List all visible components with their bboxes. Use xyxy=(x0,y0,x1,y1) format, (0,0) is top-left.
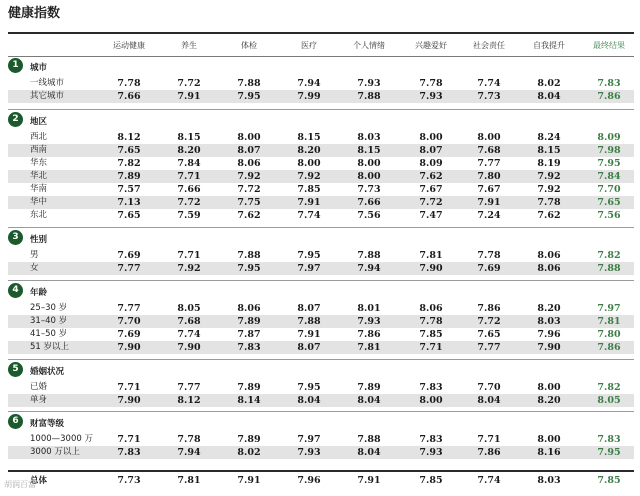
score-cell: 8.00 xyxy=(537,382,561,393)
score-cell: 7.90 xyxy=(117,395,141,406)
total-cell: 8.03 xyxy=(537,475,561,486)
score-cell: 7.88 xyxy=(357,250,381,261)
row-label: 西北 xyxy=(30,132,48,142)
score-cell: 7.88 xyxy=(237,250,261,261)
score-cell: 7.77 xyxy=(477,342,501,353)
score-cell: 8.04 xyxy=(477,395,501,406)
score-cell: 8.07 xyxy=(297,342,321,353)
row-label: 单身 xyxy=(30,395,48,405)
table-row xyxy=(8,394,634,407)
final-score-cell: 7.98 xyxy=(597,145,621,156)
score-cell: 8.20 xyxy=(537,395,561,406)
score-cell: 7.67 xyxy=(477,184,501,195)
score-cell: 7.66 xyxy=(357,197,381,208)
score-cell: 7.93 xyxy=(297,447,321,458)
score-cell: 7.95 xyxy=(297,250,321,261)
score-cell: 7.62 xyxy=(419,171,443,182)
column-header: 社会责任 xyxy=(473,41,505,50)
final-score-cell: 7.86 xyxy=(597,91,621,102)
score-cell: 7.92 xyxy=(537,171,561,182)
score-cell: 8.06 xyxy=(537,250,561,261)
score-cell: 8.19 xyxy=(537,158,561,169)
score-cell: 7.89 xyxy=(237,434,261,445)
score-cell: 7.70 xyxy=(117,316,141,327)
total-cell: 7.91 xyxy=(237,475,261,486)
score-cell: 7.93 xyxy=(357,78,381,89)
final-score-cell: 7.83 xyxy=(597,434,621,445)
row-label: 已婚 xyxy=(30,382,48,392)
score-cell: 7.78 xyxy=(477,250,501,261)
score-cell: 8.00 xyxy=(357,171,381,182)
score-cell: 7.74 xyxy=(297,210,321,221)
score-cell: 8.20 xyxy=(297,145,321,156)
group-number-badge: 4 xyxy=(8,283,23,298)
total-rule xyxy=(8,470,634,472)
group-separator xyxy=(8,359,634,360)
score-cell: 7.89 xyxy=(117,171,141,182)
column-header: 自我提升 xyxy=(533,41,565,50)
score-cell: 8.16 xyxy=(537,447,561,458)
score-cell: 8.00 xyxy=(357,158,381,169)
page-title: 健康指数 xyxy=(8,6,61,21)
table-row xyxy=(8,209,634,222)
final-score-cell: 7.84 xyxy=(597,171,621,182)
score-cell: 8.07 xyxy=(419,145,443,156)
column-header: 个人情绪 xyxy=(353,41,385,50)
score-cell: 7.62 xyxy=(537,210,561,221)
score-cell: 7.78 xyxy=(537,197,561,208)
score-cell: 7.95 xyxy=(297,382,321,393)
group-title: 年龄 xyxy=(30,288,48,298)
final-score-cell: 7.81 xyxy=(597,316,621,327)
group-separator xyxy=(8,280,634,281)
score-cell: 7.90 xyxy=(117,342,141,353)
final-score-cell: 7.86 xyxy=(597,342,621,353)
score-cell: 7.92 xyxy=(177,263,201,274)
score-cell: 7.71 xyxy=(477,434,501,445)
row-label: 华南 xyxy=(30,184,48,194)
score-cell: 7.88 xyxy=(237,78,261,89)
score-cell: 7.56 xyxy=(357,210,381,221)
score-cell: 7.24 xyxy=(477,210,501,221)
score-cell: 8.15 xyxy=(297,132,321,143)
score-cell: 7.89 xyxy=(357,382,381,393)
score-cell: 7.94 xyxy=(297,78,321,89)
score-cell: 8.20 xyxy=(177,145,201,156)
total-cell: 7.81 xyxy=(177,475,201,486)
header-rule xyxy=(8,56,634,57)
score-cell: 8.15 xyxy=(177,132,201,143)
score-cell: 8.14 xyxy=(237,395,261,406)
score-cell: 7.88 xyxy=(357,91,381,102)
group-number-badge: 5 xyxy=(8,362,23,377)
score-cell: 7.90 xyxy=(419,263,443,274)
score-cell: 7.77 xyxy=(477,158,501,169)
score-cell: 7.47 xyxy=(419,210,443,221)
score-cell: 7.92 xyxy=(237,171,261,182)
score-cell: 7.71 xyxy=(117,382,141,393)
top-rule xyxy=(8,32,634,34)
score-cell: 7.85 xyxy=(297,184,321,195)
table-row xyxy=(8,328,634,341)
row-label: 1000—3000 万 xyxy=(30,434,93,444)
score-cell: 8.06 xyxy=(237,158,261,169)
score-cell: 7.97 xyxy=(297,434,321,445)
score-cell: 8.24 xyxy=(537,132,561,143)
table-row xyxy=(8,446,634,459)
score-cell: 8.07 xyxy=(237,145,261,156)
table-row xyxy=(8,90,634,103)
watermark: 胡润百富 xyxy=(4,480,36,489)
score-cell: 8.03 xyxy=(537,316,561,327)
score-cell: 8.00 xyxy=(419,395,443,406)
score-cell: 8.06 xyxy=(537,263,561,274)
final-score-cell: 7.83 xyxy=(597,78,621,89)
score-cell: 8.00 xyxy=(477,132,501,143)
column-header-final: 最终结果 xyxy=(593,41,625,50)
score-cell: 7.92 xyxy=(297,171,321,182)
score-cell: 8.05 xyxy=(177,303,201,314)
score-cell: 7.91 xyxy=(177,91,201,102)
score-cell: 8.15 xyxy=(357,145,381,156)
score-cell: 7.89 xyxy=(237,382,261,393)
score-cell: 7.81 xyxy=(357,342,381,353)
score-cell: 7.67 xyxy=(419,184,443,195)
row-label: 一线城市 xyxy=(30,78,65,88)
score-cell: 7.97 xyxy=(297,263,321,274)
table-row xyxy=(8,341,634,354)
score-cell: 7.94 xyxy=(177,447,201,458)
score-cell: 7.77 xyxy=(177,382,201,393)
score-cell: 7.93 xyxy=(419,447,443,458)
score-cell: 7.82 xyxy=(117,158,141,169)
score-cell: 7.59 xyxy=(177,210,201,221)
group-separator xyxy=(8,227,634,228)
group-number-badge: 3 xyxy=(8,230,23,245)
score-cell: 7.62 xyxy=(237,210,261,221)
score-cell: 7.70 xyxy=(477,382,501,393)
score-cell: 7.83 xyxy=(419,382,443,393)
score-cell: 7.78 xyxy=(419,316,443,327)
score-cell: 7.66 xyxy=(117,91,141,102)
table-row xyxy=(8,157,634,170)
score-cell: 7.77 xyxy=(117,263,141,274)
total-cell: 7.96 xyxy=(297,475,321,486)
column-header: 兴趣爱好 xyxy=(415,41,447,50)
score-cell: 8.20 xyxy=(537,303,561,314)
total-cell: 7.91 xyxy=(357,475,381,486)
score-cell: 7.95 xyxy=(237,263,261,274)
table-row xyxy=(8,381,634,394)
score-cell: 7.72 xyxy=(177,197,201,208)
final-score-cell: 8.05 xyxy=(597,395,621,406)
group-title: 地区 xyxy=(30,117,48,127)
score-cell: 7.66 xyxy=(177,184,201,195)
column-header: 医疗 xyxy=(301,41,317,50)
score-cell: 7.77 xyxy=(117,303,141,314)
row-label: 华北 xyxy=(30,171,48,181)
score-cell: 7.13 xyxy=(117,197,141,208)
final-score-cell: 7.65 xyxy=(597,197,621,208)
score-cell: 7.90 xyxy=(537,342,561,353)
score-cell: 7.93 xyxy=(357,316,381,327)
row-label: 男 xyxy=(30,250,39,260)
score-cell: 7.78 xyxy=(117,78,141,89)
row-label: 41–50 岁 xyxy=(30,329,68,339)
total-cell: 7.85 xyxy=(419,475,443,486)
score-cell: 7.73 xyxy=(477,91,501,102)
score-cell: 8.06 xyxy=(419,303,443,314)
table-row xyxy=(8,144,634,157)
score-cell: 7.69 xyxy=(477,263,501,274)
table-row xyxy=(8,196,634,209)
score-cell: 8.00 xyxy=(237,132,261,143)
row-label: 31–40 岁 xyxy=(30,316,68,326)
score-cell: 7.72 xyxy=(237,184,261,195)
row-label: 西南 xyxy=(30,145,48,155)
total-label: 总体 xyxy=(30,476,48,486)
score-cell: 7.65 xyxy=(117,210,141,221)
group-separator xyxy=(8,411,634,412)
score-cell: 7.96 xyxy=(537,329,561,340)
final-score-cell: 7.95 xyxy=(597,158,621,169)
score-cell: 7.78 xyxy=(419,78,443,89)
score-cell: 8.02 xyxy=(537,78,561,89)
score-cell: 7.71 xyxy=(117,434,141,445)
score-cell: 7.83 xyxy=(419,434,443,445)
score-cell: 7.95 xyxy=(237,91,261,102)
group-separator xyxy=(8,109,634,110)
score-cell: 7.88 xyxy=(357,434,381,445)
score-cell: 8.12 xyxy=(177,395,201,406)
table-row xyxy=(8,302,634,315)
final-score-cell: 7.56 xyxy=(597,210,621,221)
score-cell: 7.91 xyxy=(477,197,501,208)
score-cell: 8.00 xyxy=(297,158,321,169)
total-cell: 7.73 xyxy=(117,475,141,486)
score-cell: 7.68 xyxy=(477,145,501,156)
score-cell: 7.65 xyxy=(477,329,501,340)
table-row xyxy=(8,170,634,183)
score-cell: 7.91 xyxy=(297,197,321,208)
score-cell: 7.92 xyxy=(537,184,561,195)
group-title: 城市 xyxy=(30,63,48,73)
score-cell: 8.00 xyxy=(537,434,561,445)
score-cell: 7.83 xyxy=(237,342,261,353)
score-cell: 7.81 xyxy=(419,250,443,261)
score-cell: 7.74 xyxy=(177,329,201,340)
score-cell: 8.01 xyxy=(357,303,381,314)
score-cell: 7.83 xyxy=(117,447,141,458)
column-headers xyxy=(0,40,640,54)
total-final-cell: 7.85 xyxy=(597,475,621,486)
group-title: 婚姻状况 xyxy=(30,367,65,377)
score-cell: 8.04 xyxy=(537,91,561,102)
final-score-cell: 7.70 xyxy=(597,184,621,195)
score-cell: 7.74 xyxy=(477,78,501,89)
score-cell: 8.07 xyxy=(297,303,321,314)
score-cell: 8.09 xyxy=(419,158,443,169)
score-cell: 7.71 xyxy=(177,171,201,182)
score-cell: 7.90 xyxy=(177,342,201,353)
row-label: 51 岁以上 xyxy=(30,342,70,352)
score-cell: 8.12 xyxy=(117,132,141,143)
row-label: 东北 xyxy=(30,210,48,220)
score-cell: 7.94 xyxy=(357,263,381,274)
final-score-cell: 7.80 xyxy=(597,329,621,340)
final-score-cell: 7.88 xyxy=(597,263,621,274)
table-row xyxy=(8,249,634,262)
score-cell: 8.15 xyxy=(537,145,561,156)
score-cell: 7.71 xyxy=(419,342,443,353)
score-cell: 7.75 xyxy=(237,197,261,208)
group-number-badge: 1 xyxy=(8,58,23,73)
score-cell: 7.91 xyxy=(297,329,321,340)
table-row xyxy=(8,262,634,275)
score-cell: 7.80 xyxy=(477,171,501,182)
row-label: 华中 xyxy=(30,197,48,207)
score-cell: 7.86 xyxy=(477,447,501,458)
score-cell: 8.04 xyxy=(297,395,321,406)
score-cell: 8.06 xyxy=(237,303,261,314)
row-label: 其它城市 xyxy=(30,91,65,101)
score-cell: 8.00 xyxy=(419,132,443,143)
group-title: 财富等级 xyxy=(30,419,65,429)
score-cell: 8.04 xyxy=(357,447,381,458)
final-score-cell: 8.09 xyxy=(597,132,621,143)
row-label: 25–30 岁 xyxy=(30,303,68,313)
score-cell: 7.72 xyxy=(477,316,501,327)
score-cell: 7.72 xyxy=(419,197,443,208)
column-header: 养生 xyxy=(181,41,197,50)
score-cell: 7.73 xyxy=(357,184,381,195)
score-cell: 7.72 xyxy=(177,78,201,89)
score-cell: 7.69 xyxy=(117,250,141,261)
table-row xyxy=(8,315,634,328)
score-cell: 7.93 xyxy=(419,91,443,102)
score-cell: 7.69 xyxy=(117,329,141,340)
final-score-cell: 7.82 xyxy=(597,250,621,261)
score-cell: 7.88 xyxy=(297,316,321,327)
score-cell: 7.99 xyxy=(297,91,321,102)
row-label: 华东 xyxy=(30,158,48,168)
score-cell: 7.68 xyxy=(177,316,201,327)
group-title: 性别 xyxy=(30,235,48,245)
score-cell: 7.89 xyxy=(237,316,261,327)
table-row xyxy=(8,433,634,446)
score-cell: 8.02 xyxy=(237,447,261,458)
score-cell: 8.04 xyxy=(357,395,381,406)
score-cell: 7.84 xyxy=(177,158,201,169)
final-score-cell: 7.97 xyxy=(597,303,621,314)
total-row xyxy=(8,474,634,488)
row-label: 3000 万以上 xyxy=(30,447,80,457)
score-cell: 7.65 xyxy=(117,145,141,156)
score-cell: 7.71 xyxy=(177,250,201,261)
score-cell: 7.78 xyxy=(177,434,201,445)
score-cell: 7.57 xyxy=(117,184,141,195)
group-number-badge: 2 xyxy=(8,112,23,127)
score-cell: 7.85 xyxy=(419,329,443,340)
score-cell: 7.87 xyxy=(237,329,261,340)
row-label: 女 xyxy=(30,263,39,273)
score-cell: 7.86 xyxy=(477,303,501,314)
final-score-cell: 7.82 xyxy=(597,382,621,393)
table-row xyxy=(8,131,634,144)
total-cell: 7.74 xyxy=(477,475,501,486)
column-header: 运动健康 xyxy=(113,41,145,50)
final-score-cell: 7.95 xyxy=(597,447,621,458)
score-cell: 7.86 xyxy=(357,329,381,340)
group-number-badge: 6 xyxy=(8,414,23,429)
column-header: 体检 xyxy=(241,41,257,50)
table-row xyxy=(8,183,634,196)
table-row xyxy=(8,77,634,90)
score-cell: 8.03 xyxy=(357,132,381,143)
